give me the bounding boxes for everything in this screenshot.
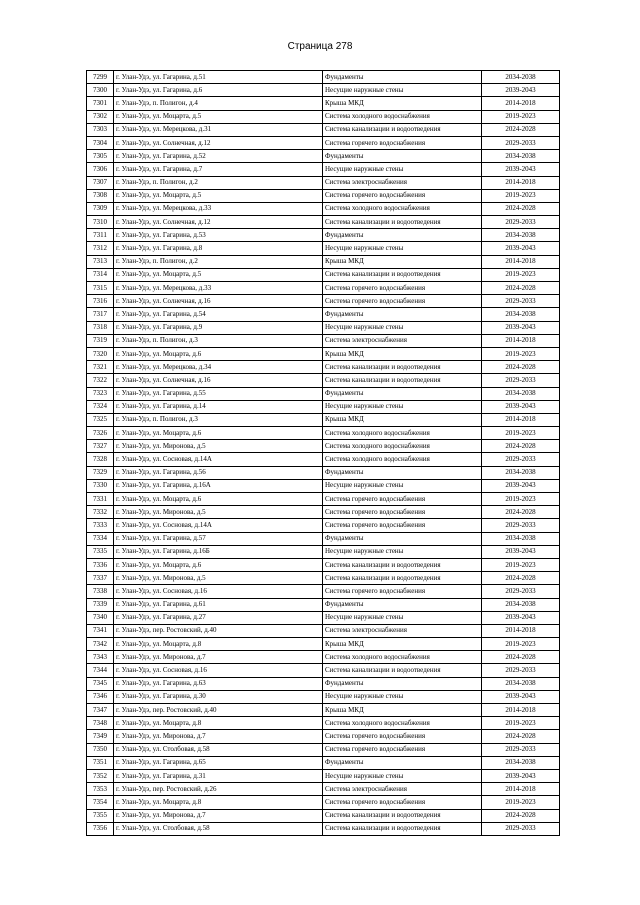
period-cell: 2039-2043 bbox=[482, 545, 560, 558]
address-cell: г. Улан-Удэ, ул. Солнечная, д.12 bbox=[114, 136, 323, 149]
row-number-cell: 7343 bbox=[87, 651, 114, 664]
period-cell: 2039-2043 bbox=[482, 400, 560, 413]
period-cell: 2029-2033 bbox=[482, 216, 560, 229]
period-cell: 2039-2043 bbox=[482, 163, 560, 176]
row-number-cell: 7352 bbox=[87, 769, 114, 782]
row-number-cell: 7304 bbox=[87, 136, 114, 149]
row-number-cell: 7325 bbox=[87, 413, 114, 426]
address-cell: г. Улан-Удэ, ул. Солнечная, д.12 bbox=[114, 216, 323, 229]
table-row bbox=[87, 704, 560, 717]
period-cell: 2029-2033 bbox=[482, 453, 560, 466]
table-row bbox=[87, 413, 560, 426]
table-row bbox=[87, 84, 560, 97]
address-cell: г. Улан-Удэ, ул. Гагарина, д.31 bbox=[114, 769, 323, 782]
table-row bbox=[87, 242, 560, 255]
row-number-cell: 7347 bbox=[87, 704, 114, 717]
row-number-cell: 7313 bbox=[87, 255, 114, 268]
row-number-cell: 7322 bbox=[87, 374, 114, 387]
row-number-cell: 7342 bbox=[87, 638, 114, 651]
work-type-cell: Фундаменты bbox=[323, 598, 482, 611]
address-cell: г. Улан-Удэ, п. Полигон, д.4 bbox=[114, 97, 323, 110]
work-type-cell: Система горячего водоснабжения bbox=[323, 519, 482, 532]
address-cell: г. Улан-Удэ, ул. Солнечная, д.16 bbox=[114, 295, 323, 308]
table-row bbox=[87, 493, 560, 506]
row-number-cell: 7337 bbox=[87, 572, 114, 585]
table-row bbox=[87, 624, 560, 637]
address-cell: г. Улан-Удэ, ул. Столбовая, д.58 bbox=[114, 743, 323, 756]
work-type-cell: Система горячего водоснабжения bbox=[323, 796, 482, 809]
row-number-cell: 7340 bbox=[87, 611, 114, 624]
work-type-cell: Крыша МКД bbox=[323, 638, 482, 651]
work-type-cell: Несущие наружные стены bbox=[323, 321, 482, 334]
row-number-cell: 7338 bbox=[87, 585, 114, 598]
address-cell: г. Улан-Удэ, ул. Гагарина, д.63 bbox=[114, 677, 323, 690]
table-row bbox=[87, 440, 560, 453]
work-type-cell: Система горячего водоснабжения bbox=[323, 506, 482, 519]
row-number-cell: 7310 bbox=[87, 216, 114, 229]
table-row bbox=[87, 229, 560, 242]
table-row bbox=[87, 519, 560, 532]
work-type-cell: Система электроснабжения bbox=[323, 624, 482, 637]
table-row bbox=[87, 71, 560, 84]
work-type-cell: Система канализации и водоотведения bbox=[323, 361, 482, 374]
work-type-cell: Система канализации и водоотведения bbox=[323, 123, 482, 136]
address-cell: г. Улан-Удэ, ул. Миронова, д.5 bbox=[114, 506, 323, 519]
address-cell: г. Улан-Удэ, ул. Моцарта, д.6 bbox=[114, 427, 323, 440]
address-cell: г. Улан-Удэ, ул. Гагарина, д.57 bbox=[114, 532, 323, 545]
address-cell: г. Улан-Удэ, ул. Моцарта, д.8 bbox=[114, 717, 323, 730]
work-type-cell: Несущие наружные стены bbox=[323, 611, 482, 624]
row-number-cell: 7306 bbox=[87, 163, 114, 176]
address-cell: г. Улан-Удэ, ул. Сосновая, д.16 bbox=[114, 664, 323, 677]
row-number-cell: 7345 bbox=[87, 677, 114, 690]
table-row bbox=[87, 809, 560, 822]
table-row bbox=[87, 321, 560, 334]
period-cell: 2034-2038 bbox=[482, 71, 560, 84]
address-cell: г. Улан-Удэ, ул. Сосновая, д.16 bbox=[114, 585, 323, 598]
table-row bbox=[87, 361, 560, 374]
table-row bbox=[87, 598, 560, 611]
period-cell: 2029-2033 bbox=[482, 585, 560, 598]
address-cell: г. Улан-Удэ, ул. Моцарта, д.8 bbox=[114, 638, 323, 651]
address-cell: г. Улан-Удэ, пер. Ростовский, д.26 bbox=[114, 783, 323, 796]
period-cell: 2029-2033 bbox=[482, 743, 560, 756]
table-row bbox=[87, 717, 560, 730]
work-type-cell: Система горячего водоснабжения bbox=[323, 730, 482, 743]
row-number-cell: 7350 bbox=[87, 743, 114, 756]
table-row bbox=[87, 295, 560, 308]
address-cell: г. Улан-Удэ, ул. Гагарина, д.51 bbox=[114, 71, 323, 84]
work-type-cell: Система горячего водоснабжения bbox=[323, 295, 482, 308]
period-cell: 2014-2018 bbox=[482, 783, 560, 796]
table-row bbox=[87, 282, 560, 295]
work-type-cell: Несущие наружные стены bbox=[323, 84, 482, 97]
period-cell: 2024-2028 bbox=[482, 440, 560, 453]
work-type-cell: Система канализации и водоотведения bbox=[323, 216, 482, 229]
address-cell: г. Улан-Удэ, ул. Мерецкова, д.34 bbox=[114, 361, 323, 374]
period-cell: 2024-2028 bbox=[482, 123, 560, 136]
table-row bbox=[87, 255, 560, 268]
table-row bbox=[87, 822, 560, 835]
address-cell: г. Улан-Удэ, ул. Гагарина, д.65 bbox=[114, 756, 323, 769]
work-type-cell: Система холодного водоснабжения bbox=[323, 453, 482, 466]
address-cell: г. Улан-Удэ, ул. Гагарина, д.6 bbox=[114, 84, 323, 97]
table-row bbox=[87, 334, 560, 347]
period-cell: 2024-2028 bbox=[482, 361, 560, 374]
row-number-cell: 7344 bbox=[87, 664, 114, 677]
table-row bbox=[87, 427, 560, 440]
address-cell: г. Улан-Удэ, ул. Моцарта, д.6 bbox=[114, 558, 323, 571]
row-number-cell: 7324 bbox=[87, 400, 114, 413]
period-cell: 2034-2038 bbox=[482, 756, 560, 769]
period-cell: 2019-2023 bbox=[482, 347, 560, 360]
row-number-cell: 7309 bbox=[87, 202, 114, 215]
period-cell: 2024-2028 bbox=[482, 202, 560, 215]
address-cell: г. Улан-Удэ, ул. Гагарина, д.8 bbox=[114, 242, 323, 255]
period-cell: 2019-2023 bbox=[482, 796, 560, 809]
row-number-cell: 7348 bbox=[87, 717, 114, 730]
address-cell: г. Улан-Удэ, ул. Моцарта, д.5 bbox=[114, 110, 323, 123]
period-cell: 2019-2023 bbox=[482, 717, 560, 730]
period-cell: 2024-2028 bbox=[482, 506, 560, 519]
table-row bbox=[87, 558, 560, 571]
work-type-cell: Система канализации и водоотведения bbox=[323, 664, 482, 677]
row-number-cell: 7316 bbox=[87, 295, 114, 308]
period-cell: 2019-2023 bbox=[482, 189, 560, 202]
address-cell: г. Улан-Удэ, п. Полигон, д.3 bbox=[114, 413, 323, 426]
address-cell: г. Улан-Удэ, ул. Миронова, д.5 bbox=[114, 572, 323, 585]
row-number-cell: 7334 bbox=[87, 532, 114, 545]
work-type-cell: Система холодного водоснабжения bbox=[323, 110, 482, 123]
repair-schedule-table bbox=[86, 70, 560, 836]
row-number-cell: 7354 bbox=[87, 796, 114, 809]
period-cell: 2034-2038 bbox=[482, 598, 560, 611]
table-row bbox=[87, 572, 560, 585]
row-number-cell: 7303 bbox=[87, 123, 114, 136]
period-cell: 2014-2018 bbox=[482, 413, 560, 426]
period-cell: 2014-2018 bbox=[482, 704, 560, 717]
table-body bbox=[87, 71, 560, 836]
work-type-cell: Несущие наружные стены bbox=[323, 163, 482, 176]
row-number-cell: 7331 bbox=[87, 493, 114, 506]
table-row bbox=[87, 202, 560, 215]
work-type-cell: Фундаменты bbox=[323, 756, 482, 769]
period-cell: 2019-2023 bbox=[482, 110, 560, 123]
table-row bbox=[87, 769, 560, 782]
address-cell: г. Улан-Удэ, ул. Миронова, д.5 bbox=[114, 440, 323, 453]
work-type-cell: Система холодного водоснабжения bbox=[323, 717, 482, 730]
row-number-cell: 7312 bbox=[87, 242, 114, 255]
row-number-cell: 7346 bbox=[87, 690, 114, 703]
period-cell: 2034-2038 bbox=[482, 532, 560, 545]
work-type-cell: Крыша МКД bbox=[323, 97, 482, 110]
work-type-cell: Система канализации и водоотведения bbox=[323, 572, 482, 585]
table-row bbox=[87, 123, 560, 136]
address-cell: г. Улан-Удэ, ул. Моцарта, д.5 bbox=[114, 268, 323, 281]
work-type-cell: Система горячего водоснабжения bbox=[323, 585, 482, 598]
period-cell: 2034-2038 bbox=[482, 387, 560, 400]
table-row bbox=[87, 163, 560, 176]
row-number-cell: 7329 bbox=[87, 466, 114, 479]
period-cell: 2014-2018 bbox=[482, 624, 560, 637]
period-cell: 2024-2028 bbox=[482, 572, 560, 585]
period-cell: 2014-2018 bbox=[482, 176, 560, 189]
period-cell: 2019-2023 bbox=[482, 427, 560, 440]
period-cell: 2039-2043 bbox=[482, 321, 560, 334]
work-type-cell: Несущие наружные стены bbox=[323, 690, 482, 703]
period-cell: 2039-2043 bbox=[482, 611, 560, 624]
period-cell: 2039-2043 bbox=[482, 690, 560, 703]
work-type-cell: Крыша МКД bbox=[323, 704, 482, 717]
work-type-cell: Система электроснабжения bbox=[323, 176, 482, 189]
row-number-cell: 7301 bbox=[87, 97, 114, 110]
period-cell: 2039-2043 bbox=[482, 84, 560, 97]
work-type-cell: Крыша МКД bbox=[323, 347, 482, 360]
period-cell: 2019-2023 bbox=[482, 638, 560, 651]
table-row bbox=[87, 743, 560, 756]
row-number-cell: 7333 bbox=[87, 519, 114, 532]
period-cell: 2019-2023 bbox=[482, 558, 560, 571]
table-row bbox=[87, 783, 560, 796]
period-cell: 2034-2038 bbox=[482, 466, 560, 479]
work-type-cell: Несущие наружные стены bbox=[323, 769, 482, 782]
row-number-cell: 7317 bbox=[87, 308, 114, 321]
work-type-cell: Фундаменты bbox=[323, 387, 482, 400]
row-number-cell: 7327 bbox=[87, 440, 114, 453]
table-row bbox=[87, 374, 560, 387]
table-row bbox=[87, 400, 560, 413]
period-cell: 2029-2033 bbox=[482, 664, 560, 677]
period-cell: 2039-2043 bbox=[482, 242, 560, 255]
address-cell: г. Улан-Удэ, ул. Моцарта, д.5 bbox=[114, 189, 323, 202]
address-cell: г. Улан-Удэ, ул. Мерецкова, д.33 bbox=[114, 282, 323, 295]
work-type-cell: Система электроснабжения bbox=[323, 334, 482, 347]
period-cell: 2014-2018 bbox=[482, 255, 560, 268]
work-type-cell: Несущие наружные стены bbox=[323, 479, 482, 492]
table-row bbox=[87, 545, 560, 558]
address-cell: г. Улан-Удэ, ул. Сосновая, д.14А bbox=[114, 519, 323, 532]
address-cell: г. Улан-Удэ, ул. Гагарина, д.54 bbox=[114, 308, 323, 321]
table-row bbox=[87, 136, 560, 149]
address-cell: г. Улан-Удэ, ул. Гагарина, д.27 bbox=[114, 611, 323, 624]
table-row bbox=[87, 756, 560, 769]
work-type-cell: Фундаменты bbox=[323, 308, 482, 321]
table-row bbox=[87, 347, 560, 360]
address-cell: г. Улан-Удэ, ул. Гагарина, д.16А bbox=[114, 479, 323, 492]
period-cell: 2029-2033 bbox=[482, 822, 560, 835]
address-cell: г. Улан-Удэ, ул. Гагарина, д.14 bbox=[114, 400, 323, 413]
work-type-cell: Система горячего водоснабжения bbox=[323, 743, 482, 756]
row-number-cell: 7314 bbox=[87, 268, 114, 281]
work-type-cell: Система электроснабжения bbox=[323, 783, 482, 796]
row-number-cell: 7308 bbox=[87, 189, 114, 202]
table-row bbox=[87, 150, 560, 163]
row-number-cell: 7321 bbox=[87, 361, 114, 374]
work-type-cell: Система канализации и водоотведения bbox=[323, 809, 482, 822]
table-row bbox=[87, 506, 560, 519]
row-number-cell: 7326 bbox=[87, 427, 114, 440]
table-row bbox=[87, 479, 560, 492]
period-cell: 2039-2043 bbox=[482, 479, 560, 492]
table-row bbox=[87, 730, 560, 743]
table-row bbox=[87, 585, 560, 598]
row-number-cell: 7319 bbox=[87, 334, 114, 347]
row-number-cell: 7318 bbox=[87, 321, 114, 334]
address-cell: г. Улан-Удэ, п. Полигон, д.3 bbox=[114, 334, 323, 347]
work-type-cell: Система канализации и водоотведения bbox=[323, 268, 482, 281]
period-cell: 2039-2043 bbox=[482, 769, 560, 782]
period-cell: 2019-2023 bbox=[482, 268, 560, 281]
period-cell: 2014-2018 bbox=[482, 334, 560, 347]
address-cell: г. Улан-Удэ, ул. Мерецкова, д.31 bbox=[114, 123, 323, 136]
period-cell: 2034-2038 bbox=[482, 677, 560, 690]
address-cell: г. Улан-Удэ, ул. Гагарина, д.53 bbox=[114, 229, 323, 242]
row-number-cell: 7332 bbox=[87, 506, 114, 519]
work-type-cell: Фундаменты bbox=[323, 229, 482, 242]
address-cell: г. Улан-Удэ, ул. Миронова, д.7 bbox=[114, 730, 323, 743]
table-row bbox=[87, 611, 560, 624]
table-row bbox=[87, 387, 560, 400]
row-number-cell: 7339 bbox=[87, 598, 114, 611]
work-type-cell: Крыша МКД bbox=[323, 255, 482, 268]
row-number-cell: 7300 bbox=[87, 84, 114, 97]
address-cell: г. Улан-Удэ, ул. Сосновая, д.14А bbox=[114, 453, 323, 466]
address-cell: г. Улан-Удэ, пер. Ростовский, д.40 bbox=[114, 624, 323, 637]
period-cell: 2034-2038 bbox=[482, 308, 560, 321]
row-number-cell: 7299 bbox=[87, 71, 114, 84]
table-row bbox=[87, 268, 560, 281]
address-cell: г. Улан-Удэ, ул. Гагарина, д.56 bbox=[114, 466, 323, 479]
table-row bbox=[87, 690, 560, 703]
row-number-cell: 7305 bbox=[87, 150, 114, 163]
table-row bbox=[87, 176, 560, 189]
address-cell: г. Улан-Удэ, ул. Миронова, д.7 bbox=[114, 651, 323, 664]
table-row bbox=[87, 216, 560, 229]
row-number-cell: 7356 bbox=[87, 822, 114, 835]
work-type-cell: Несущие наружные стены bbox=[323, 545, 482, 558]
address-cell: г. Улан-Удэ, ул. Гагарина, д.16Б bbox=[114, 545, 323, 558]
row-number-cell: 7330 bbox=[87, 479, 114, 492]
table-row bbox=[87, 664, 560, 677]
period-cell: 2024-2028 bbox=[482, 809, 560, 822]
work-type-cell: Система холодного водоснабжения bbox=[323, 440, 482, 453]
row-number-cell: 7353 bbox=[87, 783, 114, 796]
work-type-cell: Система холодного водоснабжения bbox=[323, 427, 482, 440]
work-type-cell: Система канализации и водоотведения bbox=[323, 558, 482, 571]
work-type-cell: Несущие наружные стены bbox=[323, 400, 482, 413]
work-type-cell: Фундаменты bbox=[323, 150, 482, 163]
work-type-cell: Система горячего водоснабжения bbox=[323, 493, 482, 506]
work-type-cell: Фундаменты bbox=[323, 532, 482, 545]
row-number-cell: 7302 bbox=[87, 110, 114, 123]
period-cell: 2019-2023 bbox=[482, 493, 560, 506]
address-cell: г. Улан-Удэ, ул. Гагарина, д.9 bbox=[114, 321, 323, 334]
period-cell: 2034-2038 bbox=[482, 229, 560, 242]
period-cell: 2029-2033 bbox=[482, 136, 560, 149]
work-type-cell: Система канализации и водоотведения bbox=[323, 822, 482, 835]
period-cell: 2034-2038 bbox=[482, 150, 560, 163]
row-number-cell: 7315 bbox=[87, 282, 114, 295]
work-type-cell: Фундаменты bbox=[323, 466, 482, 479]
row-number-cell: 7335 bbox=[87, 545, 114, 558]
address-cell: г. Улан-Удэ, ул. Гагарина, д.61 bbox=[114, 598, 323, 611]
period-cell: 2029-2033 bbox=[482, 374, 560, 387]
address-cell: г. Улан-Удэ, ул. Солнечная, д.16 bbox=[114, 374, 323, 387]
address-cell: г. Улан-Удэ, ул. Столбовая, д.58 bbox=[114, 822, 323, 835]
row-number-cell: 7323 bbox=[87, 387, 114, 400]
address-cell: г. Улан-Удэ, ул. Мерецкова, д.33 bbox=[114, 202, 323, 215]
work-type-cell: Система канализации и водоотведения bbox=[323, 374, 482, 387]
period-cell: 2024-2028 bbox=[482, 730, 560, 743]
work-type-cell: Система горячего водоснабжения bbox=[323, 282, 482, 295]
address-cell: г. Улан-Удэ, ул. Моцарта, д.6 bbox=[114, 347, 323, 360]
address-cell: г. Улан-Удэ, ул. Гагарина, д.52 bbox=[114, 150, 323, 163]
table-row bbox=[87, 677, 560, 690]
row-number-cell: 7328 bbox=[87, 453, 114, 466]
address-cell: г. Улан-Удэ, п. Полигон, д.2 bbox=[114, 176, 323, 189]
address-cell: г. Улан-Удэ, пер. Ростовский, д.40 bbox=[114, 704, 323, 717]
period-cell: 2024-2028 bbox=[482, 282, 560, 295]
address-cell: г. Улан-Удэ, п. Полигон, д.2 bbox=[114, 255, 323, 268]
period-cell: 2029-2033 bbox=[482, 295, 560, 308]
table-row bbox=[87, 466, 560, 479]
row-number-cell: 7349 bbox=[87, 730, 114, 743]
work-type-cell: Несущие наружные стены bbox=[323, 242, 482, 255]
table-row bbox=[87, 796, 560, 809]
row-number-cell: 7320 bbox=[87, 347, 114, 360]
work-type-cell: Фундаменты bbox=[323, 71, 482, 84]
work-type-cell: Система холодного водоснабжения bbox=[323, 202, 482, 215]
period-cell: 2024-2028 bbox=[482, 651, 560, 664]
table-row bbox=[87, 638, 560, 651]
row-number-cell: 7311 bbox=[87, 229, 114, 242]
period-cell: 2014-2018 bbox=[482, 97, 560, 110]
address-cell: г. Улан-Удэ, ул. Гагарина, д.30 bbox=[114, 690, 323, 703]
work-type-cell: Крыша МКД bbox=[323, 413, 482, 426]
period-cell: 2029-2033 bbox=[482, 519, 560, 532]
table-row bbox=[87, 532, 560, 545]
address-cell: г. Улан-Удэ, ул. Гагарина, д.7 bbox=[114, 163, 323, 176]
page-number-header: Страница 278 bbox=[287, 41, 353, 52]
work-type-cell: Система горячего водоснабжения bbox=[323, 136, 482, 149]
address-cell: г. Улан-Удэ, ул. Гагарина, д.55 bbox=[114, 387, 323, 400]
table-row bbox=[87, 308, 560, 321]
table-row bbox=[87, 453, 560, 466]
work-type-cell: Система холодного водоснабжения bbox=[323, 651, 482, 664]
work-type-cell: Фундаменты bbox=[323, 677, 482, 690]
table-row bbox=[87, 189, 560, 202]
row-number-cell: 7307 bbox=[87, 176, 114, 189]
work-type-cell: Система горячего водоснабжения bbox=[323, 189, 482, 202]
table-row bbox=[87, 651, 560, 664]
table-row bbox=[87, 110, 560, 123]
address-cell: г. Улан-Удэ, ул. Миронова, д.7 bbox=[114, 809, 323, 822]
address-cell: г. Улан-Удэ, ул. Моцарта, д.8 bbox=[114, 796, 323, 809]
table-row bbox=[87, 97, 560, 110]
row-number-cell: 7341 bbox=[87, 624, 114, 637]
row-number-cell: 7336 bbox=[87, 558, 114, 571]
row-number-cell: 7355 bbox=[87, 809, 114, 822]
row-number-cell: 7351 bbox=[87, 756, 114, 769]
address-cell: г. Улан-Удэ, ул. Моцарта, д.6 bbox=[114, 493, 323, 506]
